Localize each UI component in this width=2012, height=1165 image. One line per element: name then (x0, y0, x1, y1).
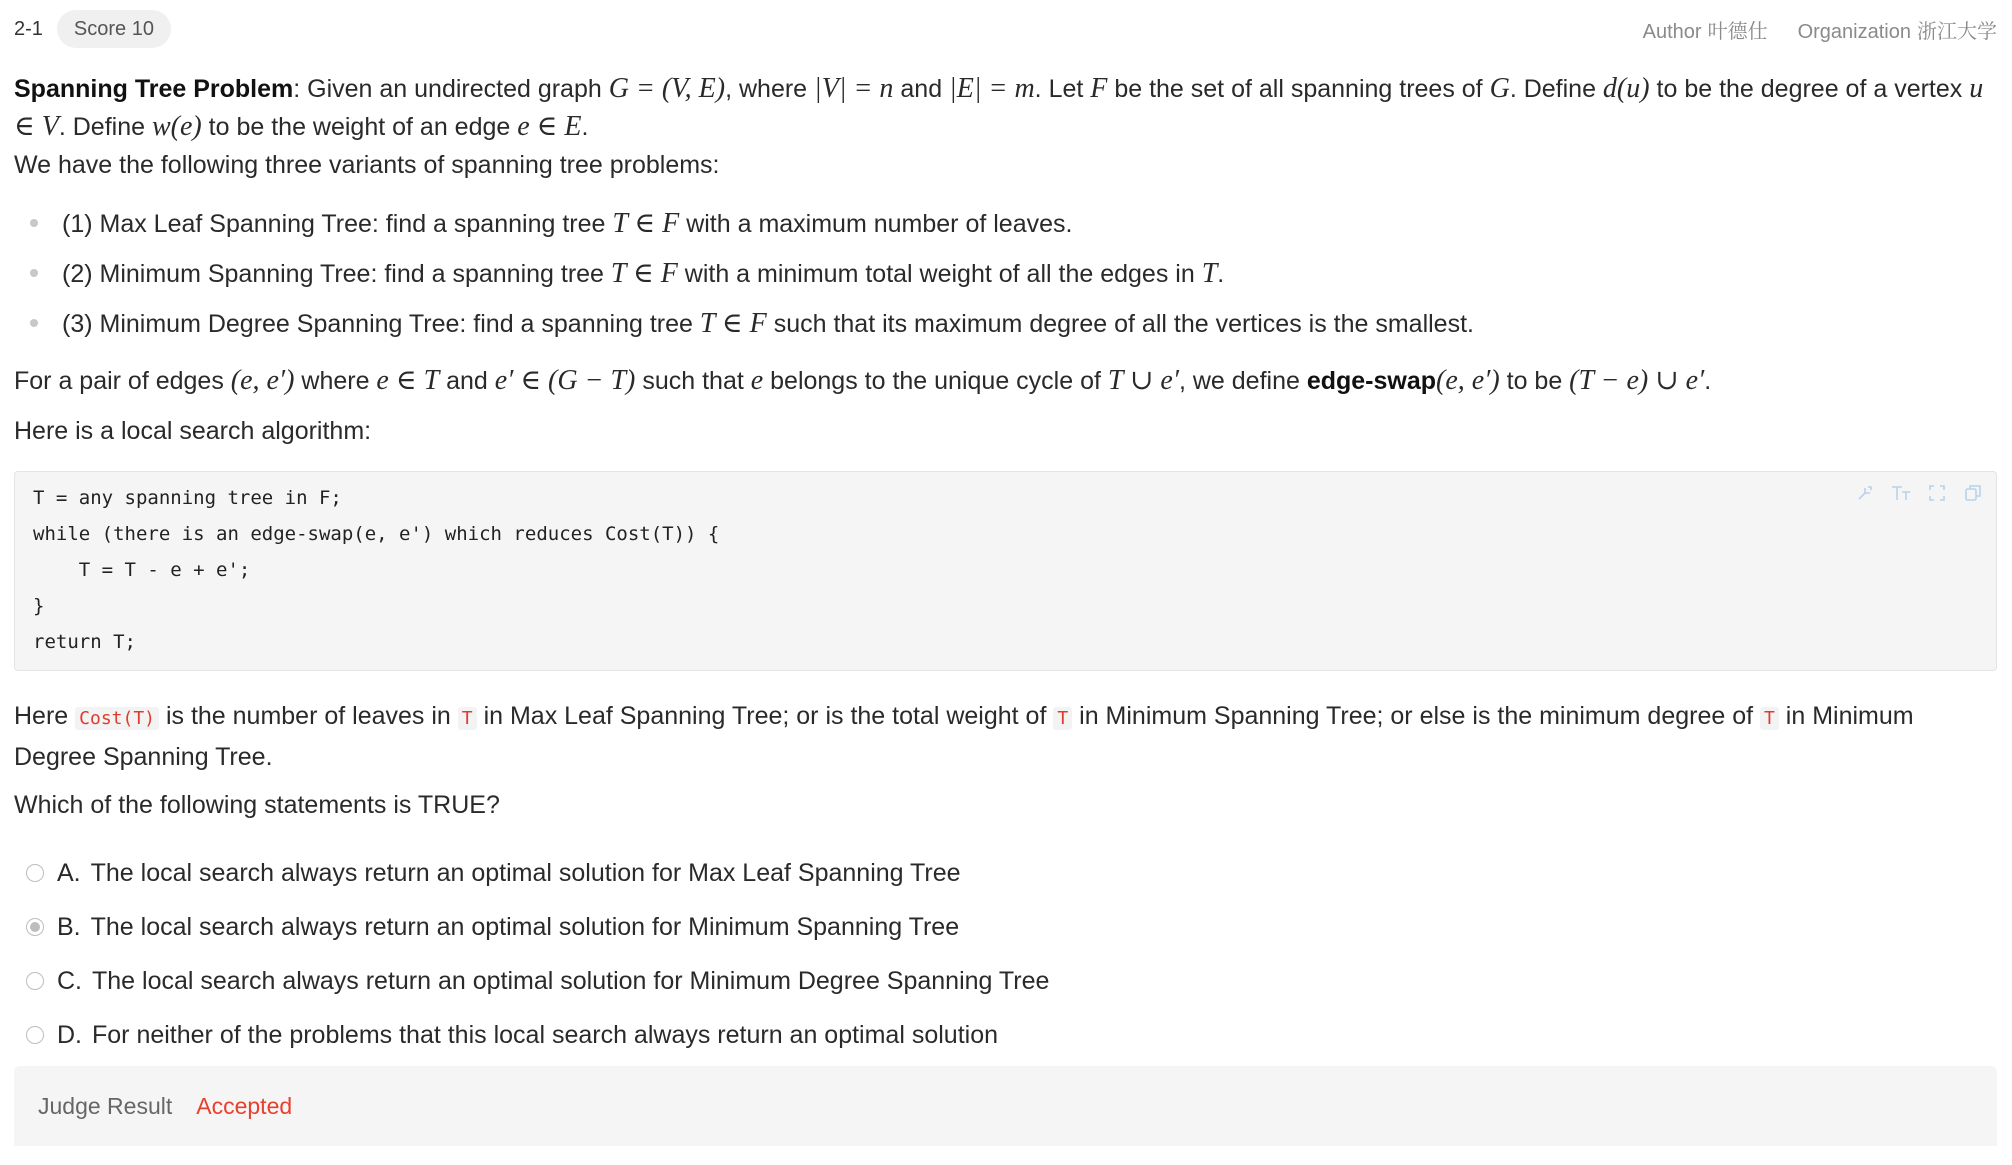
swap-text: For a pair of edges (14, 367, 231, 395)
problem-title: Spanning Tree Problem (14, 75, 294, 103)
option-text: For neither of the problems that this local search always return an optimal solution (92, 1020, 999, 1049)
author-name: 叶德仕 (1707, 20, 1768, 43)
variants-intro: We have the following three variants of spanning tree problems: (14, 151, 720, 179)
math-edge: e ∈ E (517, 111, 582, 142)
inline-code: T (458, 707, 477, 730)
code-block[interactable] (14, 471, 1997, 671)
math-vertex: u ∈ V (14, 73, 1984, 142)
swap-math: (e, e′) (1436, 365, 1500, 396)
cost-text: Here (14, 702, 76, 730)
swap-math: T ∪ e′ (1107, 365, 1179, 396)
bullet-icon (30, 269, 38, 277)
swap-text: where (294, 367, 377, 395)
inline-code: T (1053, 707, 1072, 730)
variants-list (14, 198, 1997, 348)
swap-math: e ∈ T (376, 365, 440, 396)
score-badge: Score 10 (57, 10, 171, 48)
fullscreen-icon[interactable] (1926, 482, 1948, 504)
bullet-icon (30, 319, 38, 327)
code-line: } (33, 595, 45, 617)
intro-text: . Define (58, 113, 152, 141)
judge-result-panel (14, 1066, 1997, 1146)
option-letter: B. (57, 912, 81, 941)
swap-text: , we define (1178, 367, 1307, 395)
radio-button[interactable] (26, 972, 44, 990)
variant-text: . (1217, 260, 1225, 288)
radio-button[interactable] (26, 864, 44, 882)
code-line: T = any spanning tree in F; (33, 487, 342, 509)
radio-button-selected[interactable] (26, 918, 44, 936)
intro-text: , where (725, 75, 815, 103)
intro-text: to be the weight of an edge (201, 113, 518, 141)
intro-text: . (581, 113, 589, 141)
bullet-icon (30, 219, 38, 227)
swap-math: e′ ∈ (G − T) (494, 365, 636, 396)
cost-text: is the number of leaves in (159, 702, 458, 730)
intro-text: . Define (1509, 75, 1603, 103)
option-letter: A. (57, 858, 81, 887)
intro-text: to be the degree of a vertex (1649, 75, 1970, 103)
organization-label: Organization (1797, 20, 1911, 43)
intro-text: : Given an undirected graph (293, 75, 609, 103)
inline-code: Cost(T) (75, 707, 159, 730)
judge-result-status: Accepted (196, 1092, 293, 1119)
option-c[interactable] (14, 954, 1997, 1008)
algorithm-intro: Here is a local search algorithm: (14, 417, 372, 445)
variant-text: with a maximum number of leaves. (679, 210, 1073, 238)
variant-text: (1) Max Leaf Spanning Tree: find a spanning tree (62, 210, 613, 238)
question-prompt: Which of the following statements is TRUE? (14, 791, 500, 819)
option-letter: C. (57, 966, 82, 995)
math-weight: w(e) (151, 111, 202, 142)
option-letter: D. (57, 1020, 82, 1049)
organization-info (1798, 15, 1997, 44)
variant-text: with a minimum total weight of all the edges in (677, 260, 1202, 288)
variant-math: T ∈ F (610, 258, 678, 289)
option-b[interactable] (14, 900, 1997, 954)
swap-text: to be (1499, 367, 1570, 395)
cost-definition (14, 697, 1997, 776)
list-item (14, 198, 1997, 248)
swap-math: (e, e′) (230, 365, 295, 396)
variant-text: (3) Minimum Degree Spanning Tree: find a spanning tree (62, 310, 700, 338)
intro-text: and (893, 75, 950, 103)
edge-swap-definition (14, 362, 1997, 400)
judge-result-label: Judge Result (38, 1092, 173, 1119)
list-item (14, 298, 1997, 348)
swap-text: belongs to the unique cycle of (763, 367, 1108, 395)
swap-text: and (439, 367, 495, 395)
answer-options (14, 846, 1997, 1062)
option-text: The local search always return an optimal solution for Minimum Spanning Tree (90, 912, 960, 941)
option-text: The local search always return an optimal solution for Minimum Degree Spanning Tree (92, 966, 1050, 995)
option-d[interactable] (14, 1008, 1997, 1062)
cost-text: in Max Leaf Spanning Tree; or is the total weight of (476, 702, 1054, 730)
swap-text: . (1704, 367, 1712, 395)
collapse-icon[interactable] (1854, 482, 1876, 504)
intro-text: be the set of all spanning trees of (1107, 75, 1490, 103)
inline-code: T (1760, 707, 1779, 730)
variant-text: (2) Minimum Spanning Tree: find a spanning tree (62, 260, 611, 288)
cost-text: in Minimum Spanning Tree; or else is the minimum degree of (1072, 702, 1761, 730)
swap-math: (T − e) ∪ e′ (1569, 365, 1705, 396)
problem-intro (14, 70, 1997, 184)
edge-swap-term: edge-swap (1306, 367, 1437, 395)
font-size-icon[interactable] (1890, 482, 1912, 504)
code-toolbar (1854, 482, 1984, 504)
math-vertex-count: |V| = n (814, 73, 894, 104)
option-a[interactable] (14, 846, 1997, 900)
math-f: F (1090, 73, 1108, 104)
option-text: The local search always return an optimal solution for Max Leaf Spanning Tree (90, 858, 961, 887)
author-label: Author (1642, 20, 1702, 43)
variant-math: T ∈ F (699, 308, 767, 339)
radio-button[interactable] (26, 1026, 44, 1044)
question-header (14, 0, 1997, 58)
question-number: 2-1 (14, 17, 43, 40)
code-line: T = T - e + e'; (33, 559, 251, 581)
math-graph: G = (V, E) (608, 73, 726, 104)
list-item (14, 248, 1997, 298)
variant-text: such that its maximum degree of all the vertices is the smallest. (766, 310, 1474, 338)
code-line: while (there is an edge-swap(e, e') which reduces Cost(T)) { (33, 523, 720, 545)
organization-name: 浙江大学 (1917, 20, 1997, 43)
author-info (1643, 15, 1768, 44)
math-edge-count: |E| = m (949, 73, 1035, 104)
code-line: return T; (33, 631, 136, 653)
variant-math: T ∈ F (612, 208, 680, 239)
swap-text: such that (635, 367, 751, 395)
intro-text: . Let (1034, 75, 1091, 103)
variant-math: T (1201, 258, 1218, 289)
copy-icon[interactable] (1962, 482, 1984, 504)
swap-math: e (750, 365, 764, 396)
math-g: G (1489, 73, 1510, 104)
cost-text: in Minimum Degree Spanning Tree. (14, 702, 1914, 771)
math-degree: d(u) (1602, 73, 1650, 104)
